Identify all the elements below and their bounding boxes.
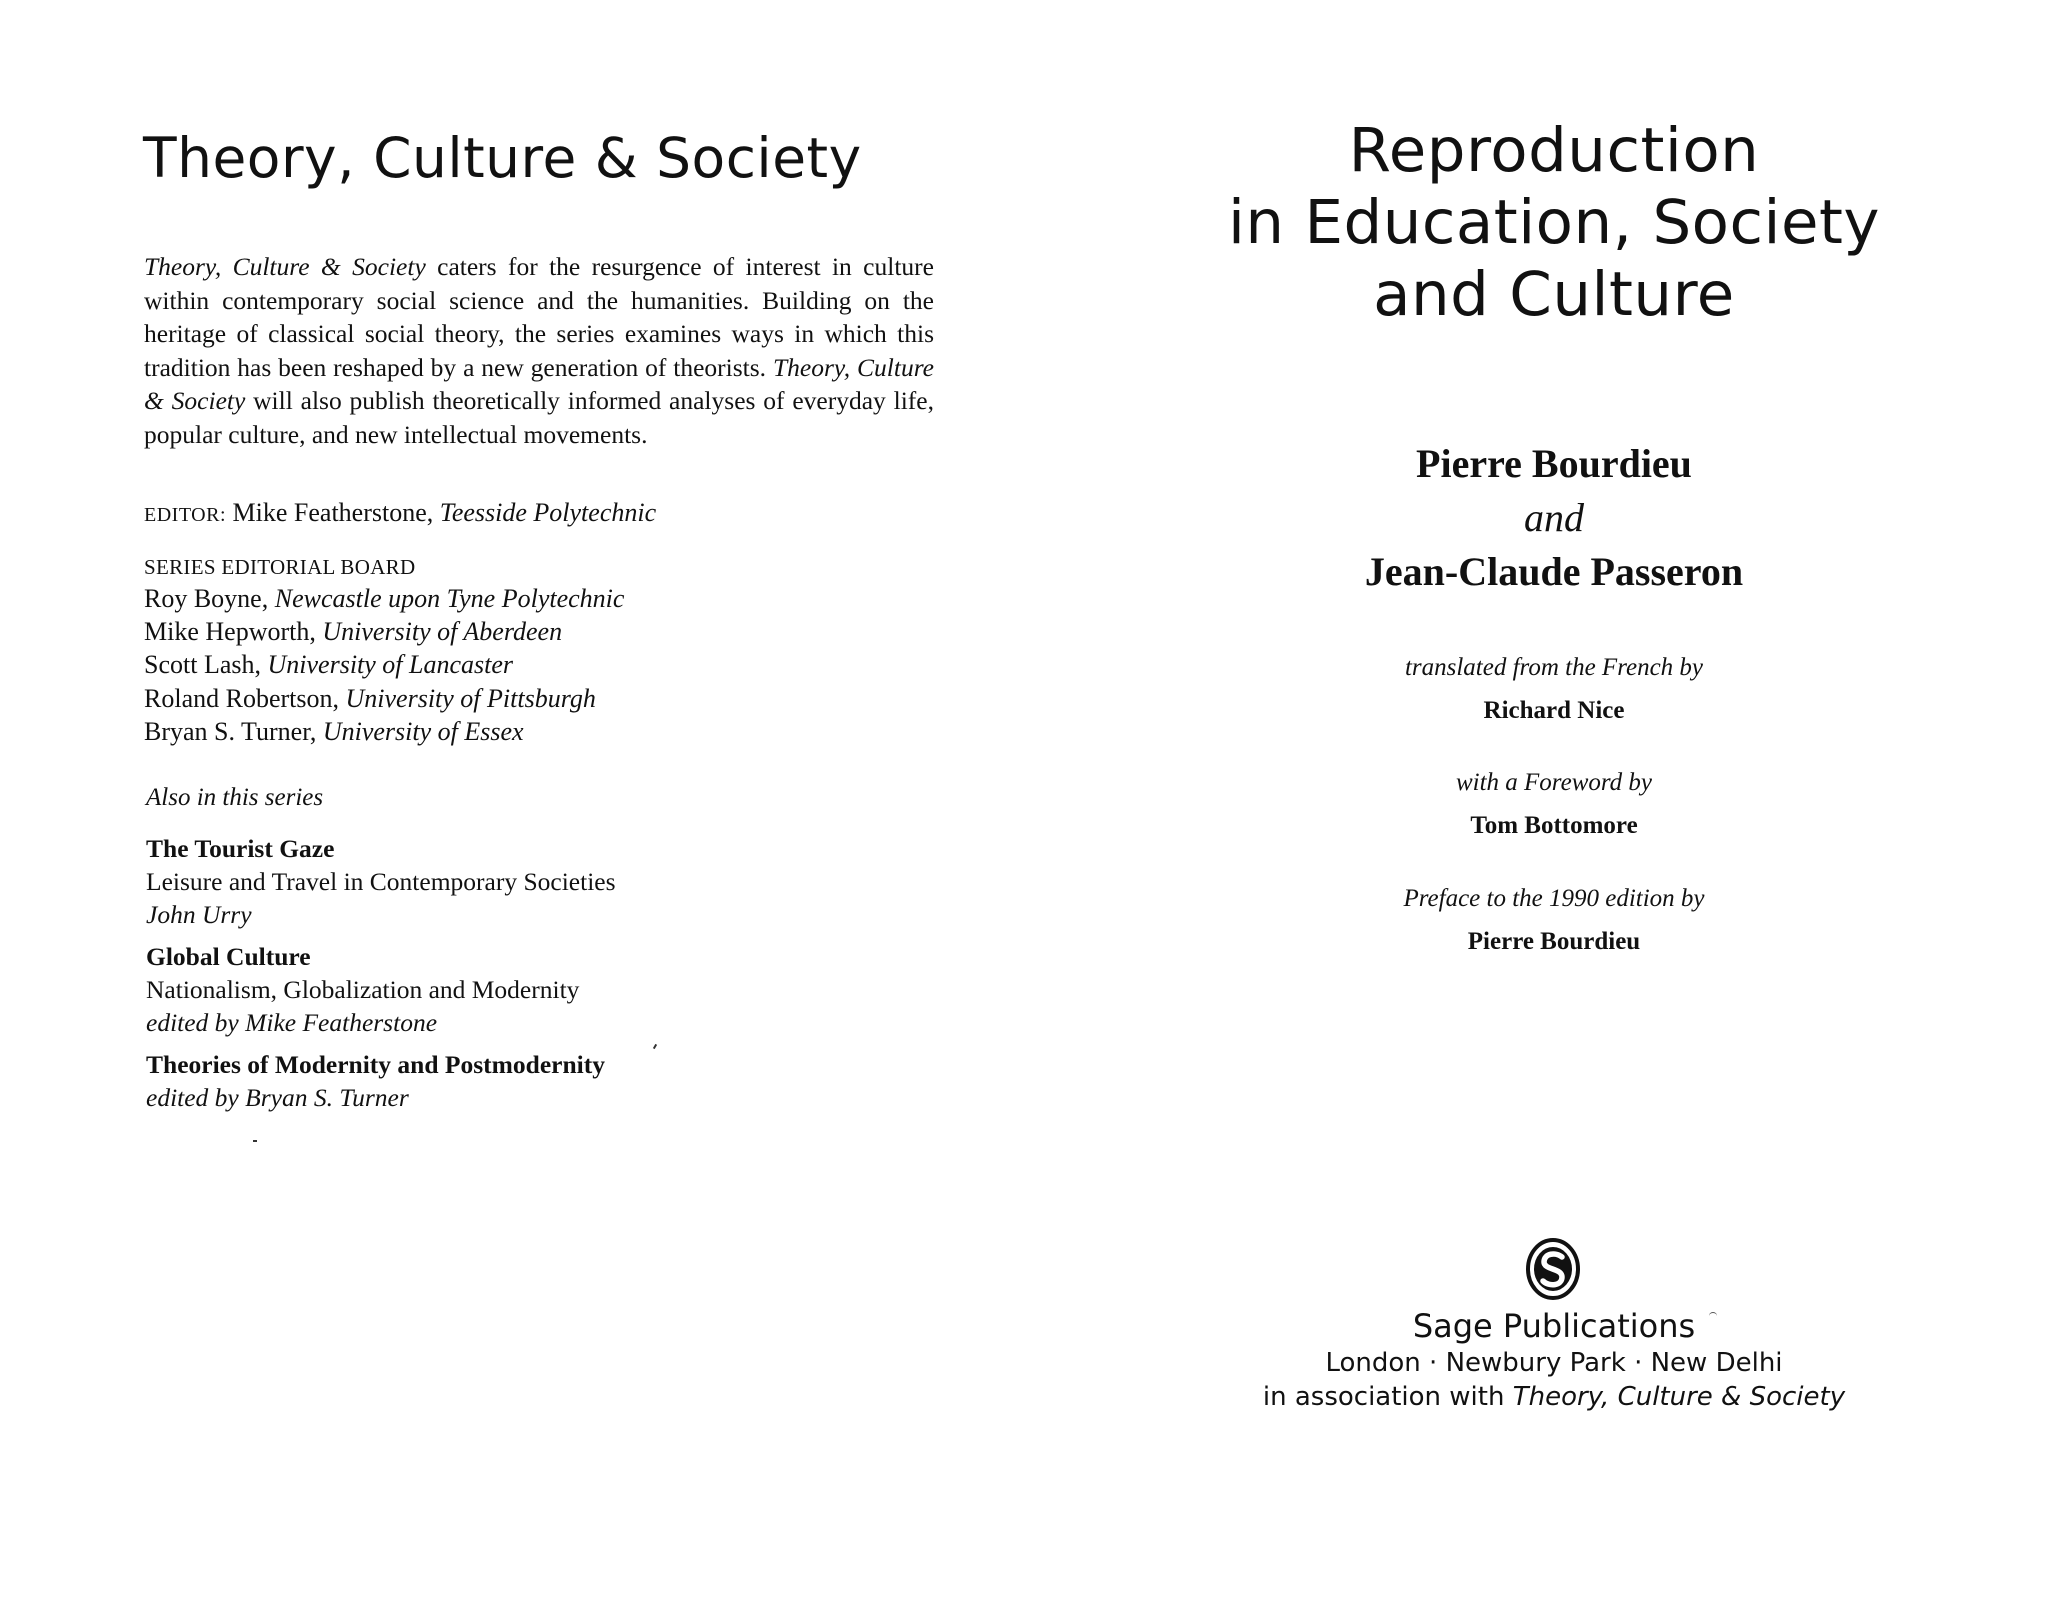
scan-speck	[653, 1044, 657, 1049]
authors-block	[1204, 437, 1904, 599]
series-description	[144, 250, 934, 451]
credit-foreword	[1204, 766, 1904, 843]
board-member-name: Roland Robertson,	[144, 683, 339, 713]
sage-s-logo-icon	[1525, 1237, 1581, 1301]
series-name-italic-2: Theory, Culture & Society	[144, 352, 935, 415]
book-subtitle: Leisure and Travel in Contemporary Societies	[146, 867, 616, 896]
credit-preface	[1204, 882, 1904, 959]
scan-speck	[253, 1140, 257, 1142]
credit-role: translated from the French by	[1404, 654, 1704, 681]
board-member	[144, 682, 624, 715]
board-member	[144, 648, 624, 681]
book-title-line: and Culture	[1373, 259, 1735, 330]
editor-name: Mike Featherstone,	[232, 498, 434, 527]
board-member-affiliation: University of Essex	[322, 716, 524, 746]
series-book	[146, 832, 616, 931]
publisher-association	[1204, 1380, 1904, 1414]
board-member-affiliation: Newcastle upon Tyne Polytechnic	[274, 584, 625, 613]
editor-affiliation: Teesside Polytechnic	[439, 498, 657, 527]
board-member-affiliation: University of Aberdeen	[322, 617, 563, 647]
credit-role: with a Foreword by	[1455, 769, 1653, 796]
board-member	[144, 582, 624, 615]
credit-name: Tom Bottomore	[1470, 812, 1638, 839]
book-author: edited by Bryan S. Turner	[146, 1083, 409, 1112]
credit-translator	[1204, 651, 1904, 728]
book-author: John Urry	[146, 900, 252, 929]
editorial-board-label: SERIES EDITORIAL BOARD	[144, 555, 416, 579]
board-member-name: Roy Boyne,	[144, 584, 269, 613]
publisher-name: Sage Publications	[1412, 1307, 1696, 1345]
also-in-series-label: Also in this series	[146, 784, 324, 811]
book-subtitle: Nationalism, Globalization and Modernity	[146, 975, 580, 1004]
book-title: Global Culture	[146, 942, 311, 971]
association-series: Theory, Culture & Society	[1512, 1382, 1846, 1412]
description-text-1: caters for the resurgence of interest in culture within contemporary social science and the humanities. Building on the heritage of classical social theory, the series examines ways in which this tradition has been reshaped by a new generation of theorists.	[144, 252, 934, 382]
book-title-block	[1204, 115, 1904, 331]
book-title: The Tourist Gaze	[146, 834, 335, 863]
series-book	[146, 940, 616, 1039]
series-title: Theory, Culture & Society	[143, 126, 862, 190]
book-title-line: in Education, Society	[1227, 187, 1881, 258]
author-conjunction: and	[1524, 495, 1584, 540]
description-text-2: will also publish theoretically informed analyses of everyday life, popular culture, and new intellectual movements.	[144, 386, 934, 449]
board-member-affiliation: University of Lancaster	[267, 650, 514, 680]
board-member-name: Bryan S. Turner,	[144, 716, 317, 746]
book-author: edited by Mike Featherstone	[146, 1008, 438, 1037]
right-page	[1024, 0, 2048, 1623]
board-member-name: Mike Hepworth,	[144, 617, 316, 647]
also-in-series-list	[146, 832, 616, 1123]
board-member	[144, 615, 624, 648]
book-title: Theories of Modernity and Postmodernity	[146, 1050, 605, 1079]
credit-name: Pierre Bourdieu	[1467, 928, 1641, 955]
publisher-cities: London · Newbury Park · New Delhi	[1325, 1348, 1783, 1378]
credit-role: Preface to the 1990 edition by	[1403, 885, 1705, 912]
book-title-line: Reproduction	[1348, 115, 1760, 186]
board-member	[144, 715, 624, 748]
publisher-block	[1204, 1306, 1904, 1414]
editor-line	[144, 498, 656, 528]
author-first: Pierre Bourdieu	[1416, 441, 1692, 486]
series-name-italic: Theory, Culture & Society	[144, 252, 426, 281]
association-prefix: in association with	[1262, 1382, 1513, 1412]
editor-label: EDITOR:	[144, 504, 227, 526]
board-member-affiliation: University of Pittsburgh	[345, 683, 596, 713]
series-book	[146, 1048, 616, 1114]
credit-name: Richard Nice	[1483, 697, 1625, 724]
board-member-name: Scott Lash,	[144, 650, 261, 680]
editorial-board-list	[144, 582, 624, 748]
author-second: Jean-Claude Passeron	[1364, 549, 1744, 594]
